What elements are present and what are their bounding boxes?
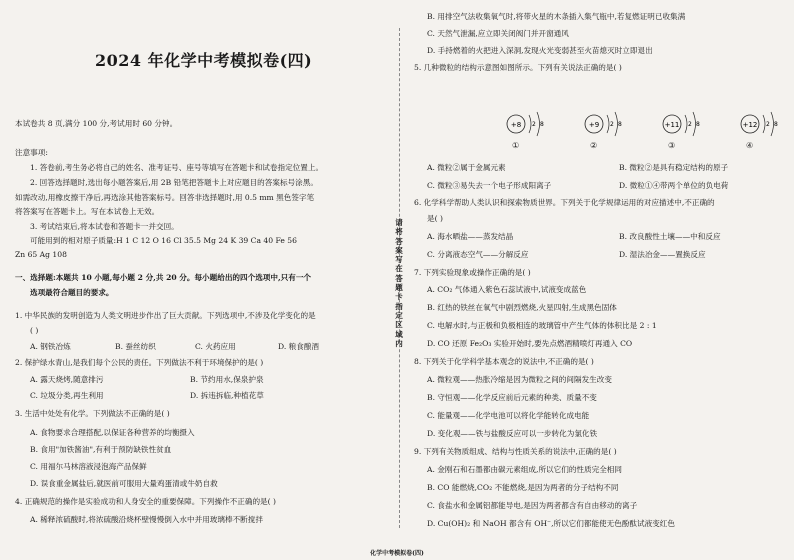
atom-diagram-3 (660, 107, 710, 141)
atomic-mass-line: Zn 65 Ag 108 (15, 250, 67, 259)
option: A. 稀释浓硫酸时,将浓硫酸沿烧杯壁慢慢倒入水中并用玻璃棒不断搅拌 (30, 515, 263, 524)
atom-diagram-2 (582, 107, 632, 141)
atom-diagram-4 (738, 107, 788, 141)
atom-diagram-1 (504, 107, 554, 141)
question-stem: 1. 中华民族的发明创造为人类文明进步作出了巨大贡献。下列选项中,不涉及化学变化的是 (15, 311, 316, 320)
option: A. 微粒观——热胀冷缩是因为微粒之间的间隔发生改变 (427, 375, 612, 384)
note-line: 1. 答卷前,考生务必将自己的姓名、准考证号、座号等填写在答题卡和试卷指定位置上。 (30, 163, 324, 172)
option: D. Cu(OH)₂ 和 NaOH 都含有 OH⁻,所以它们都能使无色酚酞试液变红色 (427, 519, 675, 528)
nucleus-charge: +11 (664, 121, 680, 129)
note-line: 将答案写在答题卡上。写在本试卷上无效。 (15, 207, 160, 216)
page-footer: 化学中考模拟卷(四) (370, 550, 424, 557)
note-line: 3. 考试结束后,将本试卷和答题卡一并交回。 (30, 222, 179, 231)
option: D. 误食重金属盐后,就医前可服用大量鸡蛋清或牛奶自救 (30, 479, 218, 488)
question-stem: 9. 下列有关物质组成、结构与性质关系的说法中,正确的是( ) (414, 447, 617, 456)
option: B. 用排空气法收集氧气时,将带火星的木条插入集气瓶中,若复燃证明已收集满 (427, 12, 686, 21)
shell-electrons: 8 (774, 121, 778, 128)
option: B. 节约用水,保泉护泉 (190, 375, 264, 384)
shell-electrons: 2 (532, 121, 536, 128)
binding-margin-note (393, 218, 405, 348)
option: A. 钢铁冶炼 (30, 342, 71, 351)
option: A. 食物要求合理搭配,以保证各种营养的均衡摄入 (30, 428, 195, 437)
shell-electrons: 2 (766, 121, 770, 128)
shell-electrons: 2 (610, 121, 614, 128)
shell-electrons: 2 (688, 121, 692, 128)
option: A. 露天烧烤,随意排污 (30, 375, 104, 384)
shell-electrons: 8 (696, 121, 700, 128)
page-title: 2024 年化学中考模拟卷(四) (95, 51, 313, 70)
notes-heading: 注意事项: (15, 148, 48, 157)
option: C. 分离液态空气——分解反应 (427, 250, 529, 259)
option: B. CO 能燃烧,CO₂ 不能燃烧,是因为两者的分子结构不同 (427, 483, 619, 492)
question-stem: 8. 下列关于化学科学基本观念的说法中,不正确的是( ) (414, 357, 594, 366)
option: D. 微粒①④带两个单位的负电荷 (619, 181, 729, 190)
option: A. 海水晒盐——蒸发结晶 (427, 232, 514, 241)
nucleus-charge: +12 (742, 121, 758, 129)
question-stem: 4. 正确规范的操作是实验成功和人身安全的重要保障。下列操作不正确的是( ) (15, 497, 276, 506)
exam-intro: 本试卷共 8 页,满分 100 分,考试用时 60 分钟。 (15, 119, 178, 128)
nucleus-charge: +9 (588, 121, 600, 129)
option: B. 改良酸性土壤——中和反应 (619, 232, 721, 241)
option: B. 红热的铁丝在氧气中剧烈燃烧,火星四射,生成黑色固体 (427, 303, 617, 312)
diagram-label: ③ (668, 141, 676, 150)
option: D. CO 还原 Fe₂O₃ 实验开始时,要先点燃酒精喷灯再通入 CO (427, 339, 633, 348)
question-stem: 是( ) (427, 214, 443, 223)
option: D. 变化观——铁与盐酸反应可以一步转化为氯化铁 (427, 429, 598, 438)
diagram-label: ④ (746, 141, 754, 150)
option: C. 电解水时,与正极和负极相连的玻璃管中产生气体的体积比是 2 : 1 (427, 321, 657, 330)
question-stem: 7. 下列实验现象或操作正确的是( ) (414, 268, 531, 277)
atomic-mass-line: 可能用到的相对原子质量:H 1 C 12 O 16 Cl 35.5 Mg 24 K 39 Ca 40 Fe 56 (30, 236, 297, 245)
option: D. 手持燃着的火把进入深洞,发现火光变弱甚至火苗熄灭时立即退出 (427, 46, 653, 55)
diagram-label: ① (512, 141, 520, 150)
option: D. 拆违拆临,种植花草 (190, 391, 264, 400)
section-heading: 一、选择题:本题共 10 小题,每小题 2 分,共 20 分。每小题给出的四个选项中,只有一个 (15, 273, 312, 282)
shell-electrons: 8 (540, 121, 544, 128)
option: B. 蚕丝纺织 (115, 342, 156, 351)
option: D. 粮食酿酒 (278, 342, 320, 351)
option: C. 天然气泄漏,应立即关闭阀门并开窗通风 (427, 29, 569, 38)
question-stem: 5. 几种微粒的结构示意图如图所示。下列有关说法正确的是( ) (414, 63, 622, 72)
note-line: 2. 回答选择题时,选出每小题答案后,用 2B 铅笔把答题卡上对应题目的答案标号涂黑。 (30, 178, 318, 187)
option: A. 微粒②属于金属元素 (427, 163, 506, 172)
question-stem: 6. 化学科学帮助人类认识和探索物质世界。下列关于化学规律运用的对应描述中,不正确的 (414, 198, 715, 207)
option: C. 能量观——化学电池可以将化学能转化成电能 (427, 411, 590, 420)
option: A. 金刚石和石墨都由碳元素组成,所以它们的性质完全相同 (427, 465, 622, 474)
option: B. 微粒②是具有稳定结构的原子 (619, 163, 729, 172)
option: B. 食用"加铁酱油",有利于预防缺铁性贫血 (30, 445, 172, 454)
binding-margin-text: 请将答案写在答题卡指定区域内 (395, 218, 403, 348)
option: C. 微粒③易失去一个电子形成阳离子 (427, 181, 552, 190)
shell-electrons: 8 (618, 121, 622, 128)
option: C. 垃圾分类,再生利用 (30, 391, 104, 400)
question-stem: 2. 保护绿水青山,是我们每个公民的责任。下列做法不利于环境保护的是( ) (15, 358, 264, 367)
question-stem: 3. 生活中处处有化学。下列做法不正确的是( ) (15, 409, 170, 418)
option: C. 用福尔马林溶液浸泡海产品保鲜 (30, 462, 147, 471)
option: C. 食盐水和金属铝都能导电,是因为两者都含有自由移动的离子 (427, 501, 638, 510)
option: C. 火药应用 (195, 342, 236, 351)
note-line: 如需改动,用橡皮擦干净后,再选涂其他答案标号。回答非选择题时,用 0.5 mm 黑色签字笔 (15, 193, 315, 202)
option: B. 守恒观——化学反应前后元素的种类、质量不变 (427, 393, 597, 402)
option: A. CO₂ 气体通入紫色石蕊试液中,试液变成蓝色 (427, 285, 587, 294)
diagram-label: ② (590, 141, 598, 150)
section-heading: 选项最符合题目的要求。 (30, 288, 114, 297)
option: D. 湿法冶金——置换反应 (619, 250, 706, 259)
answer-paren: ( ) (30, 326, 39, 335)
nucleus-charge: +8 (510, 121, 522, 129)
